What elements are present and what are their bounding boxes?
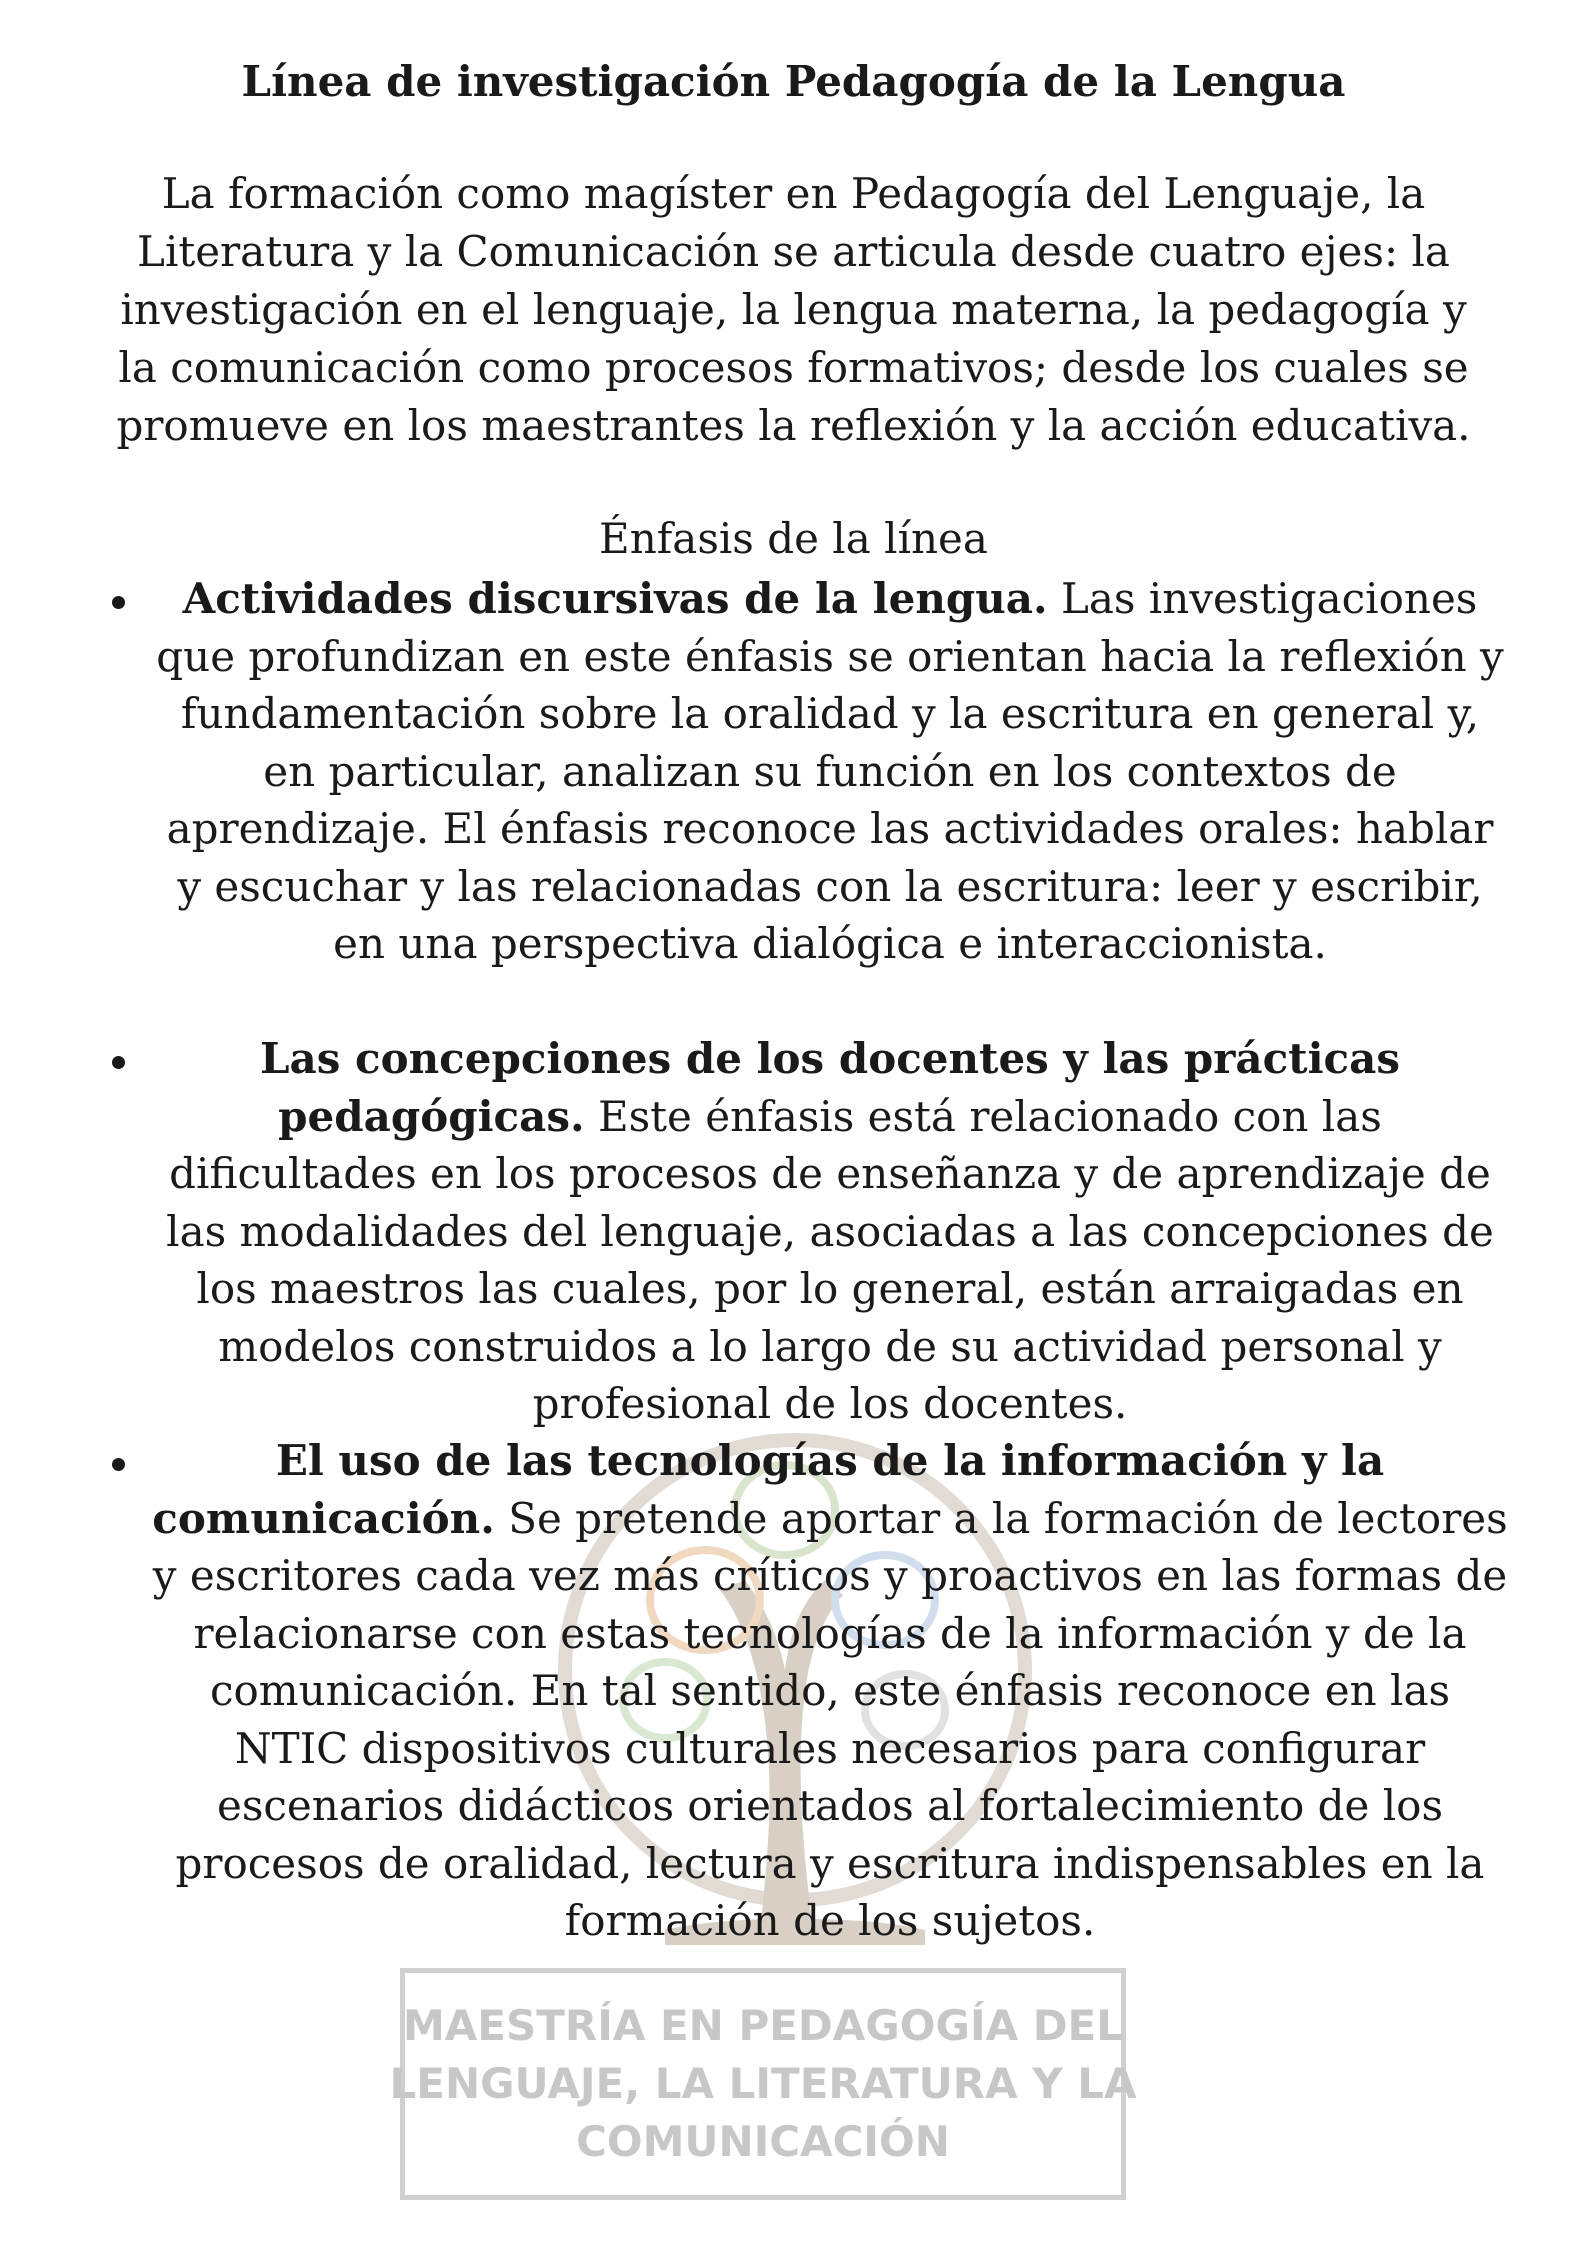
list-item-title: El uso de las tecnologías de la información y la comunicación.	[152, 1436, 1385, 1543]
bullet-icon	[112, 1458, 125, 1471]
bullet-icon	[112, 596, 125, 609]
list-item-text	[150, 1432, 1510, 1950]
list-item-body: Las investigaciones que profundizan en este énfasis se orientan hacia la reflexión y fundamentación sobre la oralidad y la escritura en general y, en particular, analizan su función en los contextos de aprendizaje. El énfasis reconoce las actividades orales: hablar y escuchar y las relacionadas con la escritura: leer y escribir, en una perspectiva dialógica e interaccionista.	[156, 574, 1504, 968]
list-item	[110, 570, 1510, 973]
watermark-line: COMUNICACIÓN	[576, 2117, 950, 2166]
watermark-line: MAESTRÍA EN PEDAGOGÍA DEL	[403, 2001, 1124, 2050]
list-item-body: Se pretende aportar a la formación de lectores y escritores cada vez más críticos y proactivos en las formas de relacionarse con estas tecnologías de la información y de la comunicación. En tal sentido, este énfasis reconoce en las NTIC dispositivos culturales necesarios para configurar escenarios didácticos orientados al fortalecimiento de los procesos de oralidad, lectura y escritura indispensables en la formación de los sujetos.	[152, 1493, 1508, 1945]
list-item	[110, 1432, 1510, 1950]
bullet-icon	[112, 1056, 125, 1069]
list-item-text	[150, 1030, 1510, 1433]
list-item	[110, 1030, 1510, 1433]
watermark-line: LENGUAJE, LA LITERATURA Y LA	[389, 2059, 1137, 2108]
list-item-body: Este énfasis está relacionado con las dificultades en los procesos de enseñanza y de aprendizaje de las modalidades del lenguaje, asociadas a las concepciones de los maestros las cuales, por lo general, están arraigadas en modelos construidos a lo largo de su actividad personal y profesional de los docentes.	[166, 1091, 1494, 1428]
program-watermark-box	[389, 1968, 1137, 2200]
list-item-title: Actividades discursivas de la lengua.	[182, 574, 1048, 623]
list-item-text	[150, 570, 1510, 973]
page-title: Línea de investigación Pedagogía de la Lengua	[241, 57, 1346, 106]
list-item-title: Las concepciones de los docentes y las prácticas pedagógicas.	[260, 1034, 1400, 1141]
emphasis-heading: Énfasis de la línea	[599, 514, 988, 563]
intro-paragraph: La formación como magíster en Pedagogía del Lenguaje, la Literatura y la Comunicación se articula desde cuatro ejes: la investigación en el lenguaje, la lengua materna, la pedagogía y la comunicación como procesos formativos; desde los cuales se promueve en los maestrantes la reflexión y la acción educativa.	[116, 169, 1471, 450]
